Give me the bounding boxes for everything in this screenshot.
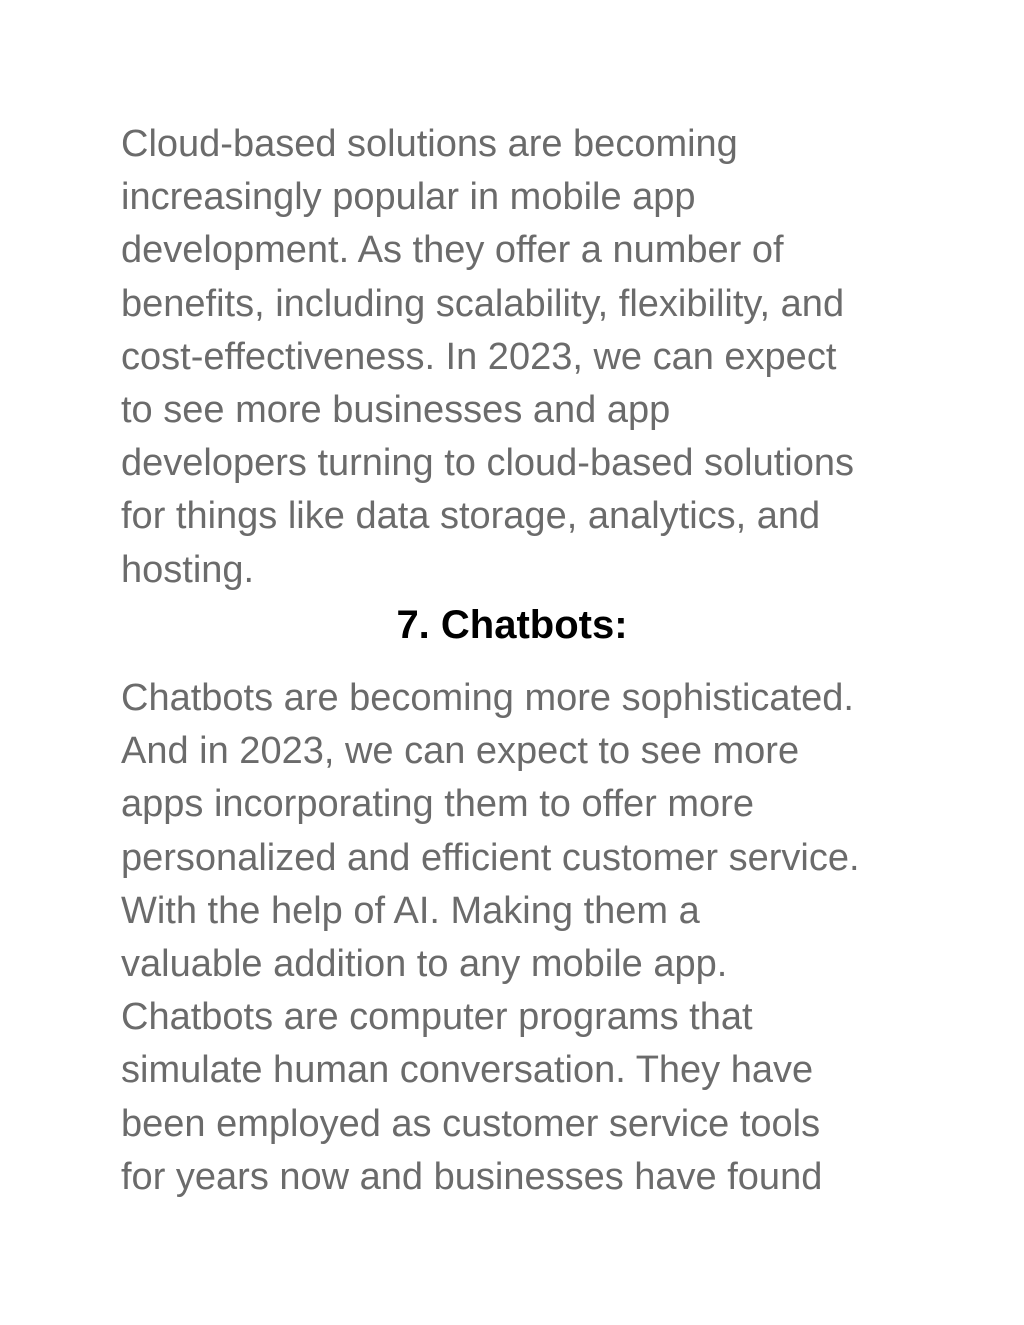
paragraph-line: for things like data storage, analytics, and: [121, 495, 821, 538]
paragraph-line: benefits, including scalability, flexibility, and: [121, 282, 845, 325]
section-heading-chatbots: 7. Chatbots:: [396, 603, 628, 647]
paragraph-line: With the help of AI. Making them a: [121, 889, 700, 932]
paragraph-line: valuable addition to any mobile app.: [121, 943, 728, 986]
paragraph-line: been employed as customer service tools: [121, 1102, 821, 1145]
paragraph-line: Cloud-based solutions are becoming: [121, 123, 738, 165]
paragraph-line: development. As they offer a number of: [121, 229, 784, 272]
paragraph-line: personalized and efficient customer service.: [121, 836, 860, 879]
paragraph-line: apps incorporating them to offer more: [121, 783, 754, 826]
paragraph-line: cost-effectiveness. In 2023, we can expect: [121, 335, 837, 378]
cloud-solutions-paragraph: [121, 118, 921, 597]
paragraph-line: Chatbots are computer programs that: [121, 996, 753, 1039]
paragraph-line: Chatbots are becoming more sophisticated.: [121, 677, 854, 719]
paragraph-line: developers turning to cloud-based solutions: [121, 442, 855, 485]
paragraph-line: to see more businesses and app: [121, 389, 671, 432]
paragraph-line: hosting.: [121, 548, 255, 591]
paragraph-line: And in 2023, we can expect to see more: [121, 730, 800, 773]
paragraph-line: increasingly popular in mobile app: [121, 176, 696, 219]
paragraph-line: for years now and businesses have found: [121, 1155, 823, 1198]
paragraph-line: simulate human conversation. They have: [121, 1049, 814, 1092]
chatbots-paragraph: [121, 672, 921, 1204]
